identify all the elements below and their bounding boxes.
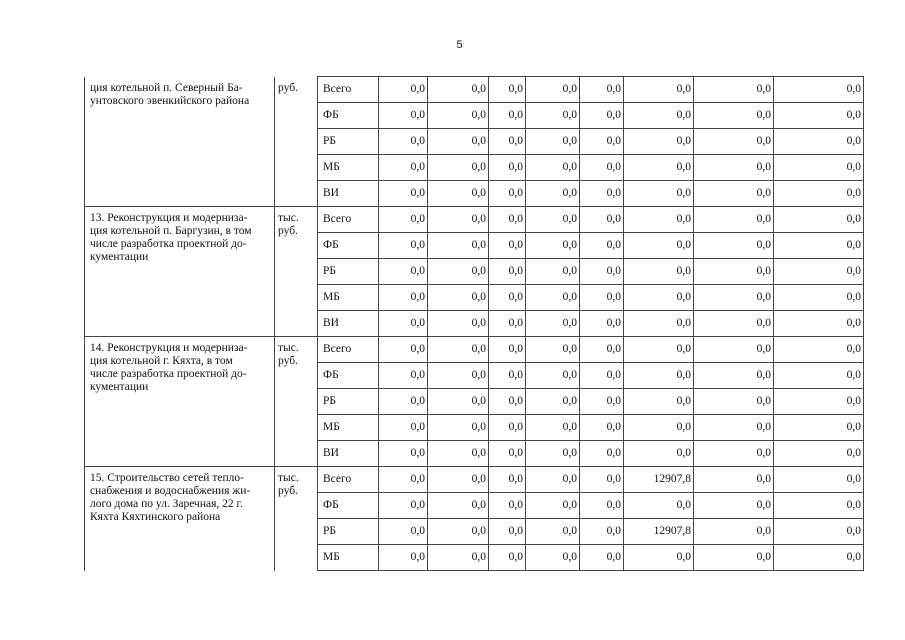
- page-number: 5: [456, 39, 463, 51]
- amount-cell: 0,0: [526, 155, 580, 181]
- amount-cell: 0,0: [624, 337, 694, 363]
- amount-cell: 0,0: [774, 363, 864, 389]
- amount-cell: 0,0: [428, 337, 489, 363]
- amount-cell: 0,0: [489, 415, 526, 441]
- amount-cell: 0,0: [694, 519, 774, 545]
- amount-cell: 0,0: [379, 311, 428, 337]
- amount-cell: 0,0: [379, 259, 428, 285]
- amount-cell: 0,0: [694, 415, 774, 441]
- amount-cell: 0,0: [580, 441, 624, 467]
- amount-cell: 0,0: [428, 441, 489, 467]
- amount-cell: 0,0: [489, 103, 526, 129]
- amount-cell: 0,0: [379, 389, 428, 415]
- amount-cell: 0,0: [694, 77, 774, 103]
- funding-source-label: Всего: [318, 467, 379, 493]
- amount-cell: 0,0: [774, 519, 864, 545]
- unit-of-measure: тыс. руб.: [275, 467, 318, 571]
- amount-cell: 0,0: [580, 415, 624, 441]
- amount-cell: 0,0: [774, 155, 864, 181]
- funding-source-label: Всего: [318, 77, 379, 103]
- amount-cell: 0,0: [624, 181, 694, 207]
- amount-cell: 0,0: [694, 441, 774, 467]
- amount-cell: 0,0: [489, 363, 526, 389]
- amount-cell: 0,0: [526, 233, 580, 259]
- amount-cell: 0,0: [428, 415, 489, 441]
- amount-cell: 0,0: [694, 181, 774, 207]
- amount-cell: 0,0: [774, 77, 864, 103]
- funding-source-label: ВИ: [318, 441, 379, 467]
- amount-cell: 0,0: [580, 519, 624, 545]
- amount-cell: 0,0: [624, 129, 694, 155]
- amount-cell: 0,0: [379, 363, 428, 389]
- funding-source-label: МБ: [318, 155, 379, 181]
- amount-cell: 0,0: [624, 77, 694, 103]
- amount-cell: 0,0: [774, 415, 864, 441]
- amount-cell: 0,0: [774, 389, 864, 415]
- amount-cell: 0,0: [428, 363, 489, 389]
- amount-cell: 0,0: [774, 337, 864, 363]
- amount-cell: 0,0: [580, 467, 624, 493]
- amount-cell: 0,0: [428, 207, 489, 233]
- amount-cell: 0,0: [379, 103, 428, 129]
- amount-cell: 0,0: [580, 545, 624, 571]
- amount-cell: 0,0: [526, 441, 580, 467]
- amount-cell: 0,0: [580, 181, 624, 207]
- amount-cell: 0,0: [580, 129, 624, 155]
- amount-cell: 0,0: [774, 181, 864, 207]
- amount-cell: 0,0: [379, 545, 428, 571]
- amount-cell: 0,0: [774, 311, 864, 337]
- amount-cell: 0,0: [580, 285, 624, 311]
- amount-cell: 0,0: [624, 155, 694, 181]
- funding-source-label: РБ: [318, 129, 379, 155]
- amount-cell: 0,0: [694, 545, 774, 571]
- amount-cell: 0,0: [774, 233, 864, 259]
- table-row: [85, 337, 864, 363]
- amount-cell: 0,0: [526, 129, 580, 155]
- amount-cell: 0,0: [624, 311, 694, 337]
- amount-cell: 0,0: [526, 493, 580, 519]
- funding-source-label: МБ: [318, 285, 379, 311]
- amount-cell: 0,0: [694, 363, 774, 389]
- amount-cell: 0,0: [379, 233, 428, 259]
- funding-table: [84, 76, 864, 571]
- amount-cell: 0,0: [526, 207, 580, 233]
- amount-cell: 0,0: [774, 493, 864, 519]
- unit-of-measure: тыс. руб.: [275, 207, 318, 337]
- amount-cell: 12907,8: [624, 519, 694, 545]
- amount-cell: 0,0: [694, 467, 774, 493]
- amount-cell: 0,0: [774, 545, 864, 571]
- amount-cell: 0,0: [580, 207, 624, 233]
- amount-cell: 0,0: [489, 77, 526, 103]
- amount-cell: 0,0: [428, 389, 489, 415]
- amount-cell: 0,0: [526, 285, 580, 311]
- amount-cell: 0,0: [489, 389, 526, 415]
- amount-cell: 0,0: [526, 181, 580, 207]
- amount-cell: 0,0: [489, 493, 526, 519]
- amount-cell: 0,0: [489, 311, 526, 337]
- amount-cell: 0,0: [624, 233, 694, 259]
- amount-cell: 0,0: [774, 467, 864, 493]
- funding-source-label: ФБ: [318, 493, 379, 519]
- funding-source-label: Всего: [318, 207, 379, 233]
- amount-cell: 0,0: [489, 285, 526, 311]
- amount-cell: 0,0: [526, 311, 580, 337]
- funding-source-label: ФБ: [318, 103, 379, 129]
- amount-cell: 0,0: [489, 181, 526, 207]
- amount-cell: 0,0: [624, 389, 694, 415]
- amount-cell: 0,0: [489, 233, 526, 259]
- amount-cell: 0,0: [694, 337, 774, 363]
- amount-cell: 0,0: [580, 389, 624, 415]
- amount-cell: 0,0: [379, 129, 428, 155]
- funding-source-label: МБ: [318, 545, 379, 571]
- table-row: [85, 207, 864, 233]
- amount-cell: 0,0: [379, 519, 428, 545]
- amount-cell: 0,0: [379, 181, 428, 207]
- amount-cell: 0,0: [580, 311, 624, 337]
- funding-source-label: РБ: [318, 259, 379, 285]
- item-description: 14. Реконструкция и модерниза- ция котельной г. Кяхта, в том числе разработка проектной до- кументации: [85, 337, 275, 467]
- amount-cell: 0,0: [580, 493, 624, 519]
- amount-cell: 0,0: [489, 259, 526, 285]
- amount-cell: 0,0: [489, 441, 526, 467]
- amount-cell: 0,0: [580, 337, 624, 363]
- amount-cell: 0,0: [489, 519, 526, 545]
- amount-cell: 0,0: [428, 103, 489, 129]
- amount-cell: 0,0: [624, 545, 694, 571]
- amount-cell: 0,0: [428, 467, 489, 493]
- item-description: ция котельной п. Северный Ба- унтовского эвенкийского района: [85, 77, 275, 207]
- amount-cell: 0,0: [580, 233, 624, 259]
- amount-cell: 0,0: [694, 103, 774, 129]
- amount-cell: 0,0: [694, 155, 774, 181]
- amount-cell: 0,0: [489, 207, 526, 233]
- amount-cell: 0,0: [774, 259, 864, 285]
- funding-source-label: РБ: [318, 519, 379, 545]
- amount-cell: 0,0: [526, 519, 580, 545]
- amount-cell: 0,0: [774, 129, 864, 155]
- amount-cell: 0,0: [379, 337, 428, 363]
- amount-cell: 0,0: [694, 311, 774, 337]
- funding-source-label: РБ: [318, 389, 379, 415]
- amount-cell: 0,0: [379, 415, 428, 441]
- amount-cell: 0,0: [624, 493, 694, 519]
- amount-cell: 0,0: [526, 103, 580, 129]
- amount-cell: 0,0: [624, 285, 694, 311]
- amount-cell: 0,0: [379, 441, 428, 467]
- table-row: [85, 467, 864, 493]
- amount-cell: 0,0: [774, 285, 864, 311]
- amount-cell: 0,0: [694, 259, 774, 285]
- amount-cell: 0,0: [526, 545, 580, 571]
- amount-cell: 0,0: [428, 519, 489, 545]
- amount-cell: 0,0: [526, 389, 580, 415]
- amount-cell: 0,0: [694, 389, 774, 415]
- item-description: 13. Реконструкция и модерниза- ция котельной п. Баргузин, в том числе разработка проектной до- кументации: [85, 207, 275, 337]
- amount-cell: 0,0: [428, 545, 489, 571]
- amount-cell: 0,0: [624, 207, 694, 233]
- amount-cell: 0,0: [526, 415, 580, 441]
- funding-source-label: ВИ: [318, 181, 379, 207]
- amount-cell: 0,0: [694, 493, 774, 519]
- amount-cell: 0,0: [489, 467, 526, 493]
- amount-cell: 0,0: [379, 207, 428, 233]
- amount-cell: 0,0: [774, 441, 864, 467]
- amount-cell: 0,0: [428, 311, 489, 337]
- funding-source-label: ФБ: [318, 233, 379, 259]
- amount-cell: 0,0: [428, 259, 489, 285]
- amount-cell: 0,0: [428, 181, 489, 207]
- amount-cell: 0,0: [428, 285, 489, 311]
- amount-cell: 0,0: [489, 129, 526, 155]
- amount-cell: 0,0: [694, 233, 774, 259]
- amount-cell: 0,0: [526, 259, 580, 285]
- amount-cell: 0,0: [624, 259, 694, 285]
- amount-cell: 0,0: [428, 155, 489, 181]
- amount-cell: 0,0: [624, 415, 694, 441]
- amount-cell: 0,0: [694, 285, 774, 311]
- amount-cell: 0,0: [624, 441, 694, 467]
- amount-cell: 0,0: [694, 207, 774, 233]
- amount-cell: 0,0: [580, 103, 624, 129]
- amount-cell: 0,0: [489, 545, 526, 571]
- amount-cell: 0,0: [428, 493, 489, 519]
- amount-cell: 0,0: [774, 103, 864, 129]
- amount-cell: 0,0: [379, 467, 428, 493]
- amount-cell: 0,0: [526, 363, 580, 389]
- amount-cell: 0,0: [428, 129, 489, 155]
- amount-cell: 0,0: [624, 103, 694, 129]
- amount-cell: 0,0: [624, 363, 694, 389]
- amount-cell: 0,0: [379, 155, 428, 181]
- funding-source-label: Всего: [318, 337, 379, 363]
- amount-cell: 0,0: [580, 77, 624, 103]
- funding-source-label: ВИ: [318, 311, 379, 337]
- amount-cell: 0,0: [428, 233, 489, 259]
- amount-cell: 0,0: [489, 337, 526, 363]
- amount-cell: 0,0: [489, 155, 526, 181]
- table-row: [85, 77, 864, 103]
- amount-cell: 0,0: [774, 207, 864, 233]
- amount-cell: 12907,8: [624, 467, 694, 493]
- amount-cell: 0,0: [580, 363, 624, 389]
- unit-of-measure: тыс. руб.: [275, 337, 318, 467]
- item-description: 15. Строительство сетей тепло- снабжения и водоснабжения жи- лого дома по ул. Заречная, 22 г. Кяхта Кяхтинского района: [85, 467, 275, 571]
- amount-cell: 0,0: [580, 155, 624, 181]
- amount-cell: 0,0: [526, 77, 580, 103]
- amount-cell: 0,0: [379, 493, 428, 519]
- funding-source-label: МБ: [318, 415, 379, 441]
- amount-cell: 0,0: [379, 285, 428, 311]
- funding-source-label: ФБ: [318, 363, 379, 389]
- amount-cell: 0,0: [580, 259, 624, 285]
- amount-cell: 0,0: [694, 129, 774, 155]
- amount-cell: 0,0: [526, 467, 580, 493]
- amount-cell: 0,0: [526, 337, 580, 363]
- amount-cell: 0,0: [428, 77, 489, 103]
- unit-of-measure: руб.: [275, 77, 318, 207]
- amount-cell: 0,0: [379, 77, 428, 103]
